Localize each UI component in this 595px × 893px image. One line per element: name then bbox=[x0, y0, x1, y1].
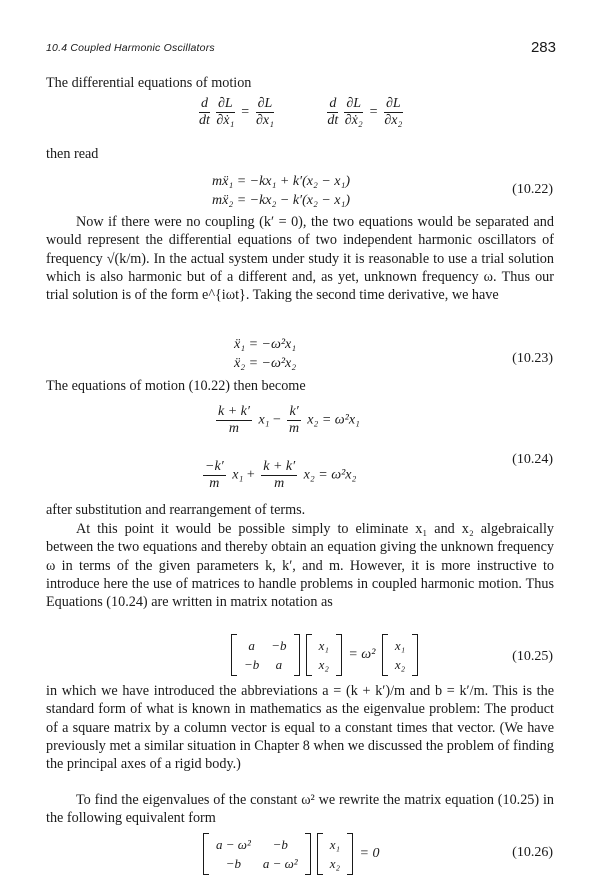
vector-entry: x₁ bbox=[394, 638, 406, 653]
matrix-entry: a bbox=[248, 638, 255, 653]
matrix-entry: −b bbox=[225, 856, 242, 871]
paragraph-become: The equations of motion (10.22) then become bbox=[46, 378, 306, 394]
frac-den: ∂ẋ₁ bbox=[216, 113, 235, 128]
matrix bbox=[231, 634, 300, 676]
vector bbox=[306, 634, 342, 676]
equation-number: (10.24) bbox=[512, 452, 553, 467]
frac-num: ∂L bbox=[218, 96, 233, 111]
page-header bbox=[46, 38, 556, 58]
paragraph-coupling: Now if there were no coupling (k′ = 0), the two equations would be separated and would represent the differential equations of two independent harmonic oscillators of frequency √(k/m). In the actual system under study it is reasonable to use a trial solution which is also harmonic but of a different and, as yet, unknown frequency ω. Thus our trial solution is of the form e^{iωt}. Taking the second time derivative, we have bbox=[46, 214, 554, 304]
variable: x₂ bbox=[307, 412, 319, 428]
frac-den: m bbox=[289, 421, 300, 436]
equation-10-24-line2 bbox=[200, 459, 356, 492]
equation-line: ẍ₁ = −ω²x₁ bbox=[234, 337, 297, 352]
paragraph-eigenvalue: in which we have introduced the abbreviations a = (k + k′)/m and b = k′/m. This is the standard form of what is known in mathematics as the eigenvalue problem: The product of a square matrix by a column vector is equal to a constant times that vector. (We have previously met a similar situation in Chapter 8 when we discussed the problem of finding the principal axes of a rigid body.) bbox=[46, 683, 554, 773]
equation-10-23 bbox=[234, 335, 296, 373]
frac-den: dt bbox=[199, 113, 210, 128]
equation-10-25 bbox=[228, 634, 421, 676]
rhs: = ω²x₂ bbox=[318, 467, 357, 483]
frac-num: ∂L bbox=[385, 96, 401, 111]
equation-line: mẍ₂ = −kx₂ − k′(x₂ − x₁) bbox=[212, 193, 351, 208]
paragraph-intro: The differential equations of motion bbox=[46, 75, 252, 91]
frac-den: ∂x₁ bbox=[255, 113, 274, 128]
vector-entry: x₂ bbox=[329, 856, 341, 871]
equals-zero: = 0 bbox=[359, 846, 380, 862]
vector-entry: x₁ bbox=[318, 638, 329, 653]
equals-sign: = bbox=[241, 104, 250, 120]
frac-den: m bbox=[209, 476, 220, 491]
equals-sign: = bbox=[369, 104, 378, 120]
vector bbox=[317, 833, 353, 875]
rhs: = ω²x₁ bbox=[321, 412, 360, 428]
then-read-label: then read bbox=[46, 146, 99, 162]
page-number: 283 bbox=[530, 39, 556, 56]
paragraph-after-subst: after substitution and rearrangement of terms. bbox=[46, 502, 306, 518]
variable: x₁ bbox=[232, 467, 244, 483]
frac-num: ∂L bbox=[346, 96, 362, 111]
matrix-entry: −b bbox=[272, 837, 288, 852]
frac-den: ∂x₂ bbox=[384, 113, 403, 128]
section-title: 10.4 Coupled Harmonic Oscillators bbox=[46, 42, 215, 54]
equation-number: (10.26) bbox=[512, 845, 553, 860]
variable: x₂ bbox=[303, 467, 315, 483]
frac-num: k + k′ bbox=[263, 459, 296, 474]
frac-num: d bbox=[329, 96, 337, 111]
frac-num: d bbox=[201, 96, 208, 111]
equation-line: mẍ₁ = −kx₁ + k′(x₂ − x₁) bbox=[212, 174, 351, 189]
vector-entry: x₂ bbox=[318, 657, 329, 672]
matrix-entry: a − ω² bbox=[262, 856, 298, 871]
equation-number: (10.23) bbox=[512, 351, 553, 366]
matrix-entry: a bbox=[275, 657, 283, 672]
operator: − bbox=[273, 412, 281, 428]
paragraph-matrices: At this point it would be possible simply to eliminate x₁ and x₂ algebraically between the two equations and thereby obtain an equation giving the unknown frequency ω in terms of the given parameters k, k′, and m. However, it is more instructive to introduce here the use of matrices to handle problems in coupled harmonic motion. Thus Equations (10.24) are written in matrix notation as bbox=[46, 521, 554, 611]
equation-10-26 bbox=[200, 833, 379, 875]
frac-num: ∂L bbox=[257, 96, 273, 111]
vector-entry: x₂ bbox=[394, 657, 406, 672]
equation-lagrange bbox=[196, 96, 406, 129]
frac-den: m bbox=[228, 421, 240, 436]
vector bbox=[382, 634, 418, 676]
vector-entry: x₁ bbox=[329, 837, 341, 852]
equation-10-22 bbox=[212, 172, 350, 210]
operator: + bbox=[246, 467, 255, 483]
equation-line: ẍ₂ = −ω²x₂ bbox=[234, 356, 297, 371]
matrix-entry: −b bbox=[271, 638, 287, 653]
variable: x₁ bbox=[258, 412, 270, 428]
equation-10-24-line1 bbox=[213, 404, 360, 437]
matrix bbox=[203, 833, 311, 875]
equation-number: (10.22) bbox=[512, 182, 553, 197]
equals-omega: = ω² bbox=[348, 647, 376, 663]
matrix-entry: a − ω² bbox=[216, 837, 251, 852]
frac-den: dt bbox=[327, 113, 339, 128]
matrix-entry: −b bbox=[244, 657, 260, 672]
frac-den: m bbox=[274, 476, 285, 491]
equation-number: (10.25) bbox=[512, 649, 553, 664]
frac-num: k′ bbox=[289, 404, 299, 419]
frac-num: k + k′ bbox=[218, 404, 250, 419]
frac-den: ∂ẋ₂ bbox=[344, 113, 363, 128]
paragraph-find-eigenvalues: To find the eigenvalues of the constant ω² we rewrite the matrix equation (10.25) in the following equivalent form bbox=[46, 792, 554, 827]
frac-num: −k′ bbox=[205, 459, 224, 474]
